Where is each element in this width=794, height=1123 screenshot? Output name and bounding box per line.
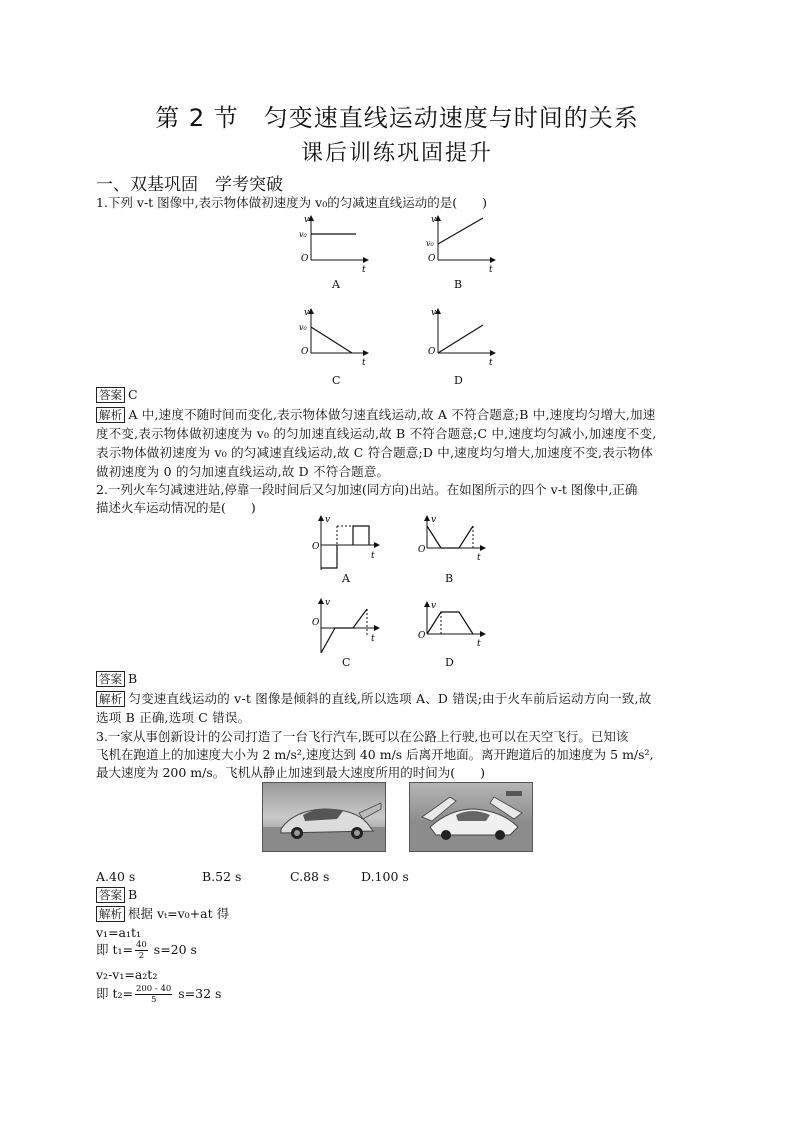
t-label: t [489,265,493,274]
q2-answer-value: B [128,671,138,686]
graph-line [438,325,483,353]
v0-label: v₀ [426,239,434,248]
q3-text-line-1: 3.一家从事创新设计的公司打造了一台飞行汽车,既可以在公路上行驶,也可以在天空飞行。已知该 [96,729,629,744]
section-heading: 一、双基巩固 学考突破 [96,175,283,195]
origin-label: O [312,542,320,552]
q3-step-2 [96,940,197,961]
t-label: t [489,358,493,367]
q1-text: 1.下列 v-t 图像中,表示物体做初速度为 v₀的匀减速直线运动的是( ) [96,195,487,210]
q3-step-1: v₁=a₁t₁ [96,925,142,940]
page-title: 第 2 节 匀变速直线运动速度与时间的关系 [155,104,639,132]
fraction-numerator: 40 [135,940,147,950]
q2-caption-b: B [445,572,454,585]
v-label: v [304,308,310,318]
q1-graph-d [423,305,503,367]
q2-graph-c [311,595,383,657]
t-label: t [371,551,375,561]
origin-label: O [301,254,309,264]
q3-step-3: v₂-v₁=a₂t₂ [96,967,158,982]
q3-option-b: B.52 s [202,869,242,884]
graph-line [438,218,483,244]
q3-step-4-suffix: s=32 s [174,986,222,1001]
q1-analysis-line-4: 做初速度为 0 的匀加速直线运动,故 D 不符合题意。 [96,464,390,479]
graph-line [427,612,473,634]
t-label: t [477,639,481,648]
fraction-denominator: 2 [138,951,145,961]
q3-option-d: D.100 s [361,869,409,884]
q2-text-line-1: 2.一列火车匀减速进站,停靠一段时间后又匀加速(同方向)出站。在如图所示的四个 v-t 图像中,正确 [96,482,638,497]
q2-graph-b [417,512,489,562]
origin-label: O [301,347,309,357]
q1-graph-c [296,305,376,367]
q3-step-4 [96,984,221,1005]
q2-analysis-text-1: 匀变速直线运动的 v-t 图像是倾斜的直线,所以选项 A、D 错误;由于火车前后运动方向一致,故 [128,691,652,706]
q3-answer-value: B [128,887,138,902]
q1-answer-value: C [128,387,138,402]
q1-caption-c: C [332,374,341,387]
q2-answer [96,670,137,688]
fraction-numerator: 200 - 40 [135,984,172,994]
page-subtitle: 课后训练巩固提升 [300,141,493,166]
t-label: t [477,553,481,562]
q2-caption-d: D [445,656,454,669]
q2-graph-a [311,512,383,574]
q3-text-line-2: 飞机在跑道上的加速度大小为 2 m/s²,速度达到 40 m/s 后离开地面。离开跑道后的加速度为 5 m/s², [96,747,654,762]
q1-caption-b: B [454,278,463,291]
flying-car-photo-1 [262,782,386,852]
flying-car-photo-2 [409,782,533,852]
q1-graph-b [423,212,503,274]
v-label: v [431,215,437,225]
analysis-tag: 解析 [96,691,125,707]
q2-graph-d [417,598,489,648]
t-label: t [362,265,366,274]
t-label: t [371,634,375,644]
analysis-tag: 解析 [96,906,125,922]
q1-caption-a: A [332,278,340,291]
origin-label: O [312,618,320,628]
q3-text-line-3: 最大速度为 200 m/s。飞机从静止加速到最大速度所用的时间为( ) [96,765,486,780]
v-label: v [431,601,437,611]
q1-analysis-line-2: 度不变,表示物体做初速度为 v₀ 的匀加速直线运动,故 B 不符合题意;C 中,速度均匀减小,加速度不变, [96,426,657,441]
graph-line [321,545,337,568]
q3-option-a: A.40 s [96,869,136,884]
q1-answer [96,386,138,404]
q1-analysis-line-3: 表示物体做初速度为 v₀ 的匀减速直线运动,故 C 符合题意;D 中,速度均匀增大,加速度不变,表示物体 [96,445,654,460]
answer-tag: 答案 [96,887,125,903]
graph-line [311,327,352,353]
v-label: v [431,308,437,318]
q3-step-4-prefix: 即 t₂= [96,986,133,1001]
q2-analysis-line-1 [96,690,651,708]
v-label: v [431,515,437,525]
q3-analysis-text-1: 根据 vₜ=v₀+at 得 [128,906,230,921]
v-label: v [325,515,331,525]
q1-analysis-line-1 [96,406,655,424]
graph-line [321,609,367,653]
q3-step-2-prefix: 即 t₁= [96,942,133,957]
q2-caption-a: A [342,572,350,585]
q2-caption-c: C [342,656,351,669]
q3-step-4-fraction [135,984,172,1005]
t-label: t [362,358,366,367]
v0-label: v₀ [299,323,307,332]
answer-tag: 答案 [96,387,125,403]
origin-label: O [428,347,436,357]
q2-analysis-line-2: 选项 B 正确,选项 C 错误。 [96,710,251,725]
q2-text-line-2: 描述火车运动情况的是( ) [96,500,256,515]
q3-option-c: C.88 s [290,869,330,884]
origin-label: O [428,254,436,264]
answer-tag: 答案 [96,671,125,687]
q3-answer [96,886,137,904]
q3-analysis-line-1 [96,905,229,923]
v0-label: v₀ [299,230,307,239]
fraction-denominator: 5 [150,995,157,1005]
graph-line [353,526,369,545]
q1-graph-a [296,212,376,274]
origin-label: O [418,545,426,555]
graph-line [427,526,473,548]
q1-analysis-text-1: A 中,速度不随时间而变化,表示物体做匀速直线运动,故 A 不符合题意;B 中,速度均匀增大,加速 [128,407,656,422]
q3-step-2-fraction [135,940,148,961]
v-label: v [304,215,310,225]
analysis-tag: 解析 [96,407,125,423]
v-label: v [325,598,331,608]
origin-label: O [418,631,426,641]
q3-step-2-suffix: s=20 s [149,942,197,957]
q1-caption-d: D [454,374,463,387]
